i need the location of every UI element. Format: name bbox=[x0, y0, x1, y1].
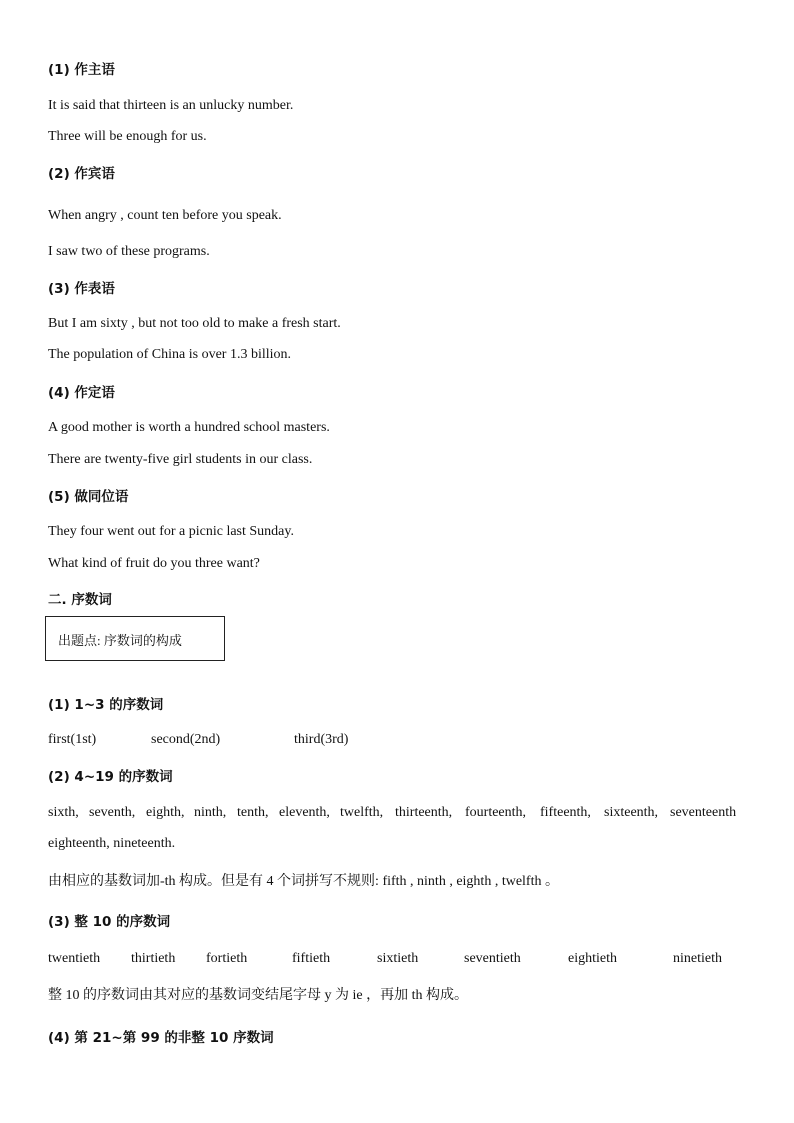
ordinal-item: twentieth bbox=[48, 951, 101, 966]
section-heading-predicative: (3) 作表语 bbox=[48, 281, 115, 297]
ordinal-item: sixteenth, bbox=[604, 805, 659, 820]
ordinal-item: fourteenth, bbox=[465, 805, 527, 820]
example-sentence: The population of China is over 1.3 billion. bbox=[48, 347, 292, 362]
example-sentence: It is said that thirteen is an unlucky number. bbox=[48, 98, 294, 113]
ordinal-item: seventeenth bbox=[670, 805, 737, 820]
subsection-heading-21-99: (4) 第 21~第 99 的非整 10 序数词 bbox=[48, 1030, 274, 1046]
ordinal-item: seventieth bbox=[464, 951, 521, 966]
section-heading-object: (2) 作宾语 bbox=[48, 166, 115, 182]
section-heading-attribute: (4) 作定语 bbox=[48, 385, 115, 401]
subsection-heading-tens: (3) 整 10 的序数词 bbox=[48, 914, 171, 930]
example-sentence: I saw two of these programs. bbox=[48, 244, 210, 259]
subsection-heading-4-19: (2) 4~19 的序数词 bbox=[48, 769, 173, 785]
ordinal-item: eighth, bbox=[146, 805, 185, 820]
ordinal-item: third(3rd) bbox=[294, 732, 349, 747]
ordinal-item: fiftieth bbox=[292, 951, 331, 966]
exam-point-box bbox=[45, 616, 225, 661]
example-sentence: Three will be enough for us. bbox=[48, 129, 207, 144]
part-title-ordinal-numbers: 二. 序数词 bbox=[48, 592, 112, 608]
ordinal-item: seventh, bbox=[89, 805, 136, 820]
example-sentence: What kind of fruit do you three want? bbox=[48, 556, 260, 571]
ordinal-item: first(1st) bbox=[48, 732, 97, 747]
ordinal-item: ninetieth bbox=[673, 951, 722, 966]
subsection-heading-1-3: (1) 1~3 的序数词 bbox=[48, 697, 164, 713]
example-sentence: But I am sixty , but not too old to make a fresh start. bbox=[48, 316, 341, 331]
ordinal-item: eightieth bbox=[568, 951, 617, 966]
section-heading-appositive: (5) 做同位语 bbox=[48, 489, 129, 505]
rule-note: 整 10 的序数词由其对应的基数词变结尾字母 y 为 ie ，再加 th 构成。 bbox=[48, 988, 468, 1003]
ordinal-item: fifteenth, bbox=[540, 805, 591, 820]
ordinal-item: ninth, bbox=[194, 805, 227, 820]
ordinal-line: eighteenth, nineteenth. bbox=[48, 836, 176, 851]
example-sentence: They four went out for a picnic last Sunday. bbox=[48, 524, 294, 539]
example-sentence: When angry , count ten before you speak. bbox=[48, 208, 282, 223]
exam-point-label: 出题点: 序数词的构成 bbox=[58, 633, 182, 648]
ordinal-item: eleventh, bbox=[279, 805, 330, 820]
ordinal-item: thirtieth bbox=[131, 951, 176, 966]
example-sentence: A good mother is worth a hundred school masters. bbox=[48, 420, 330, 435]
rule-note: 由相应的基数词加-th 构成。但是有 4 个词拼写不规则: fifth , ninth , eighth , twelfth 。 bbox=[48, 874, 559, 889]
ordinal-item: fortieth bbox=[206, 951, 248, 966]
ordinal-item: thirteenth, bbox=[395, 805, 453, 820]
ordinal-item: second(2nd) bbox=[151, 732, 221, 747]
ordinal-item: sixth, bbox=[48, 805, 79, 820]
section-heading-subject: (1) 作主语 bbox=[48, 62, 115, 78]
ordinal-item: twelfth, bbox=[340, 805, 384, 820]
ordinal-item: tenth, bbox=[237, 805, 269, 820]
ordinal-item: sixtieth bbox=[377, 951, 419, 966]
example-sentence: There are twenty-five girl students in our class. bbox=[48, 452, 313, 467]
